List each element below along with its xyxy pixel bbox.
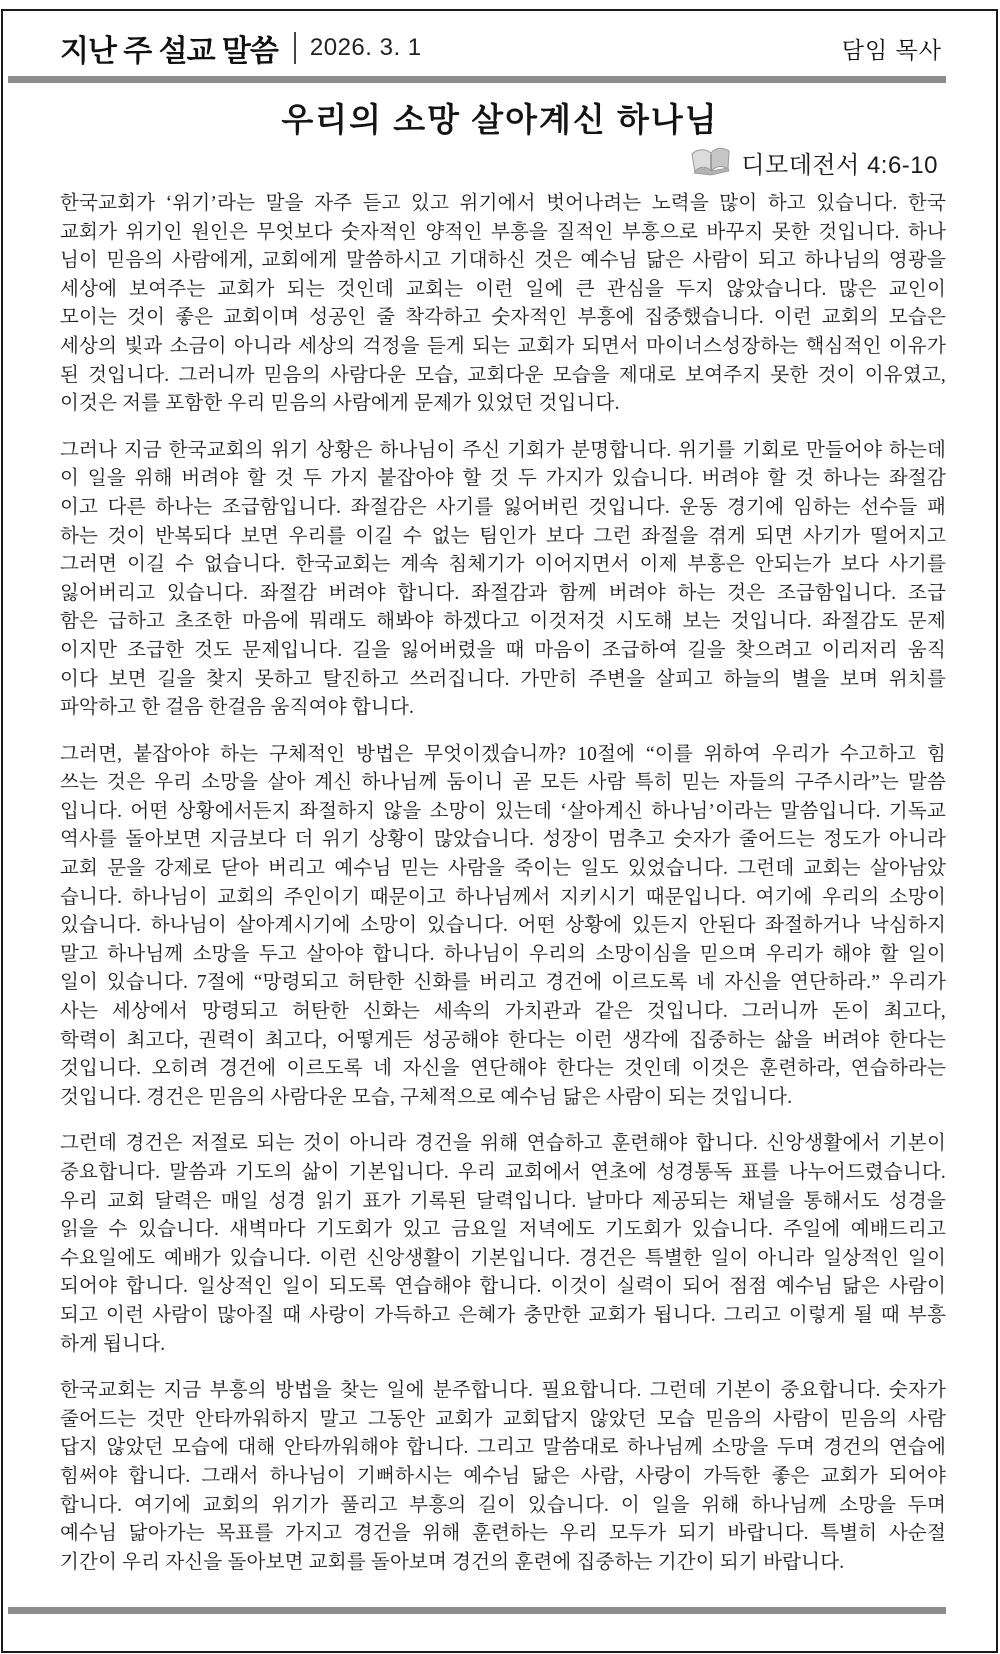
text-line: 습니다. 하나님이 교회의 주인이기 때문이고 하나님께서 지키시기 때문입니다. 여기에 우리의 소망이 bbox=[60, 886, 946, 908]
sermon-paragraph bbox=[60, 1130, 946, 1359]
sermon-paragraph bbox=[60, 190, 946, 419]
text-line: 입니다. 어떤 상황에서든지 좌절하지 않을 소망이 있는데 ‘살아계신 하나님’이라는 말씀입니다. 기독교 bbox=[60, 800, 946, 822]
text-line: 세상에 보여주는 교회가 되는 것인데 교회는 이런 일에 큰 관심을 두지 않았습니다. 많은 교인이 bbox=[60, 278, 946, 300]
text-line: 읽을 수 있습니다. 새벽마다 기도회가 있고 금요일 저녁에도 기도회가 있습니다. 주일에 예배드리고 bbox=[60, 1219, 946, 1241]
text-line: 세상의 빛과 소금이 아니라 세상의 걱정을 듣게 되는 교회가 되면서 마이너스성장하는 핵심적인 이유가 bbox=[60, 335, 946, 357]
text-line: 중요합니다. 말씀과 기도의 삶이 기본입니다. 우리 교회에서 연초에 성경통독 표를 나누어드렸습니다. bbox=[60, 1162, 946, 1183]
text-line: 되어야 합니다. 일상적인 일이 되도록 연습해야 합니다. 이것이 실력이 되어 점점 예수님 닮은 사람이 bbox=[60, 1276, 946, 1298]
text-line: 우리 교회 달력은 매일 성경 읽기 표가 기록된 달력입니다. 날마다 제공되는 채널을 통해서도 성경을 bbox=[60, 1190, 946, 1212]
text-line: 파악하고 한 걸음 한걸음 움직여야 합니다. bbox=[60, 697, 415, 719]
sermon-paragraph bbox=[60, 1377, 946, 1577]
text-line: 그러면 이길 수 없습니다. 한국교회는 계속 침체기가 이어지면서 이제 부흥은 안되는가 보다 사기를 bbox=[60, 554, 946, 576]
text-line: 하는 것이 반복되다 보면 우리를 이길 수 없는 팀인가 보다 그런 좌절을 겪게 되면 사기가 떨어지고 bbox=[60, 525, 946, 547]
text-line: 줄어드는 것만 안타까워하지 말고 그동안 교회가 교회답지 않았던 모습 믿음의 사람이 믿음의 사람 bbox=[60, 1408, 946, 1430]
header-date: 2026. 3. 1 bbox=[309, 34, 422, 61]
text-line: 그런데 경건은 저절로 되는 것이 아니라 경건을 위해 연습하고 훈련해야 합니다. 신앙생활에서 기본이 bbox=[60, 1133, 946, 1155]
text-line: 일이 있습니다. 7절에 “망령되고 허탄한 신화를 버리고 경건에 이르도록 네 자신을 연단하라.” 우리가 bbox=[60, 972, 946, 994]
scripture-row bbox=[690, 144, 938, 180]
text-line: 합니다. 여기에 교회의 위기가 풀리고 부흥의 길이 있습니다. 이 일을 위해 하나님께 소망을 두며 bbox=[60, 1494, 946, 1516]
text-line: 함은 급하고 초조한 마음에 뭐래도 해봐야 하겠다고 이것저것 시도해 보는 것입니다. 좌절감도 문제 bbox=[60, 611, 946, 633]
text-line: 힘써야 합니다. 그래서 하나님이 기뻐하시는 예수님 닮은 사람, 사랑이 가득한 좋은 교회가 되어야 bbox=[60, 1465, 946, 1487]
text-line: 모이는 것이 좋은 교회이며 성공인 줄 착각하고 숫자적인 부흥에 집중했습니다. 이런 교회의 모습은 bbox=[60, 307, 946, 329]
header bbox=[60, 26, 942, 70]
text-line: 있습니다. 하나님이 살아계시기에 소망이 있습니다. 어떤 상황에 있든지 안된다 좌절하거나 낙심하지 bbox=[60, 915, 946, 937]
sermon-paragraph bbox=[60, 741, 946, 1113]
pastor-label: 담임 목사 bbox=[841, 36, 942, 63]
top-divider-rule bbox=[8, 76, 946, 83]
text-line: 예수님 닮아가는 목표를 가지고 경건을 위해 훈련하는 우리 모두가 되기 바랍니다. 특별히 사순절 bbox=[60, 1523, 946, 1545]
text-line: 답지 않았던 모습에 대해 안타까워해야 합니다. 그리고 말씀대로 하나님께 소망을 두며 경건의 연습에 bbox=[60, 1437, 946, 1459]
text-line: 이 일을 위해 버려야 할 것 두 가지 붙잡아야 할 것 두 가지가 있습니다. 버려야 할 것 하나는 좌절감 bbox=[60, 468, 946, 490]
text-line: 말고 하나님께 소망을 두고 살아야 합니다. 하나님이 우리의 소망이심을 믿으며 우리가 해야 할 일이 bbox=[60, 943, 946, 965]
bottom-divider-rule bbox=[8, 1607, 946, 1614]
text-line: 그러면, 붙잡아야 하는 구체적인 방법은 무엇이겠습니까? 10절에 “이를 위하여 우리가 수고하고 힘 bbox=[60, 743, 946, 765]
text-line: 잃어버리고 있습니다. 좌절감 버려야 합니다. 좌절감과 함께 버려야 하는 것은 조급함입니다. 조급 bbox=[60, 582, 946, 604]
text-line: 님이 믿음의 사람에게, 교회에게 말씀하시고 기대하신 것은 예수님 닮은 사람이 되고 하나님의 영광을 bbox=[60, 250, 946, 272]
text-line: 수요일에도 예배가 있습니다. 이런 신앙생활이 기본입니다. 경건은 특별한 일이 아니라 일상적인 일이 bbox=[60, 1247, 946, 1269]
text-line: 이다 보면 길을 찾지 못하고 탈진하고 쓰러집니다. 가만히 주변을 살피고 하늘의 별을 보며 위치를 bbox=[60, 668, 946, 690]
text-line: 이고 다른 하나는 조급함입니다. 좌절감은 사기를 잃어버린 것입니다. 운동 경기에 임하는 선수들 패 bbox=[60, 496, 946, 518]
text-line: 쓰는 것은 우리 소망을 살아 계신 하나님께 둠이니 곧 모든 사람 특히 믿는 자들의 구주시라”는 말씀 bbox=[60, 772, 946, 794]
text-line: 이것은 저를 포함한 우리 믿음의 사람에게 문제가 있었던 것입니다. bbox=[60, 393, 620, 415]
text-line: 것입니다. 오히려 경건에 이르도록 네 자신을 연단해야 한다는 것인데 이것은 훈련하라, 연습하라는 bbox=[60, 1058, 946, 1080]
text-line: 한국교회는 지금 부흥의 방법을 찾는 일에 분주합니다. 필요합니다. 그런데 기본이 중요합니다. 숫자가 bbox=[60, 1380, 946, 1402]
text-line: 한국교회가 ‘위기’라는 말을 자주 듣고 있고 위기에서 벗어나려는 노력을 많이 하고 있습니다. 한국 bbox=[60, 193, 946, 214]
text-line: 교회가 위기인 원인은 무엇보다 숫자적인 양적인 부흥을 질적인 부흥으로 바꾸지 못한 것입니다. 하나 bbox=[60, 221, 946, 243]
text-line: 기간이 우리 자신을 돌아보면 교회를 돌아보며 경건의 훈련에 집중하는 기간이 되기 바랍니다. bbox=[60, 1551, 845, 1573]
text-line: 된 것입니다. 그러니까 믿음의 사람다운 모습, 교회다운 모습을 제대로 보여주지 못한 것이 이유였고, bbox=[60, 364, 946, 386]
text-line: 사는 세상에서 망령되고 허탄한 신화는 세속의 가치관과 같은 것입니다. 그러니까 돈이 최고다, bbox=[60, 1001, 946, 1023]
text-line: 하게 됩니다. bbox=[60, 1333, 166, 1355]
header-divider bbox=[294, 32, 296, 64]
sermon-body bbox=[60, 190, 946, 1577]
sermon-paragraph bbox=[60, 437, 946, 723]
text-line: 학력이 최고다, 권력이 최고다, 어떻게든 성공해야 한다는 이런 생각에 집중하는 삶을 버려야 한다는 bbox=[60, 1029, 946, 1051]
text-line: 그러나 지금 한국교회의 위기 상황은 하나님이 주신 기회가 분명합니다. 위기를 기회로 만들어야 하는데 bbox=[60, 439, 946, 461]
open-book-icon bbox=[690, 145, 732, 179]
text-line: 교회 문을 강제로 닫아 버리고 예수님 믿는 사람을 죽이는 일도 있었습니다. 그런데 교회는 살아남았 bbox=[60, 858, 946, 880]
text-line: 이지만 조급한 것도 문제입니다. 길을 잃어버렸을 때 마음이 조급하여 길을 찾으려고 이리저리 움직 bbox=[60, 639, 946, 661]
text-line: 되고 이런 사람이 많아질 때 사랑이 가득하고 은혜가 충만한 교회가 됩니다. 그리고 이렇게 될 때 부흥 bbox=[60, 1304, 946, 1326]
text-line: 것입니다. 경건은 믿음의 사람다운 모습, 구체적으로 예수님 닮은 사람이 되는 것입니다. bbox=[60, 1086, 793, 1108]
scripture-reference: 디모데전서 4:6-10 bbox=[741, 151, 938, 179]
sermon-title: 우리의 소망 살아계신 하나님 bbox=[281, 103, 719, 139]
header-title: 지난 주 설교 말씀 bbox=[60, 35, 278, 68]
text-line: 역사를 돌아보면 지금보다 더 위기 상황이 많았습니다. 성장이 멈추고 숫자가 줄어드는 정도가 아니라 bbox=[60, 829, 946, 851]
